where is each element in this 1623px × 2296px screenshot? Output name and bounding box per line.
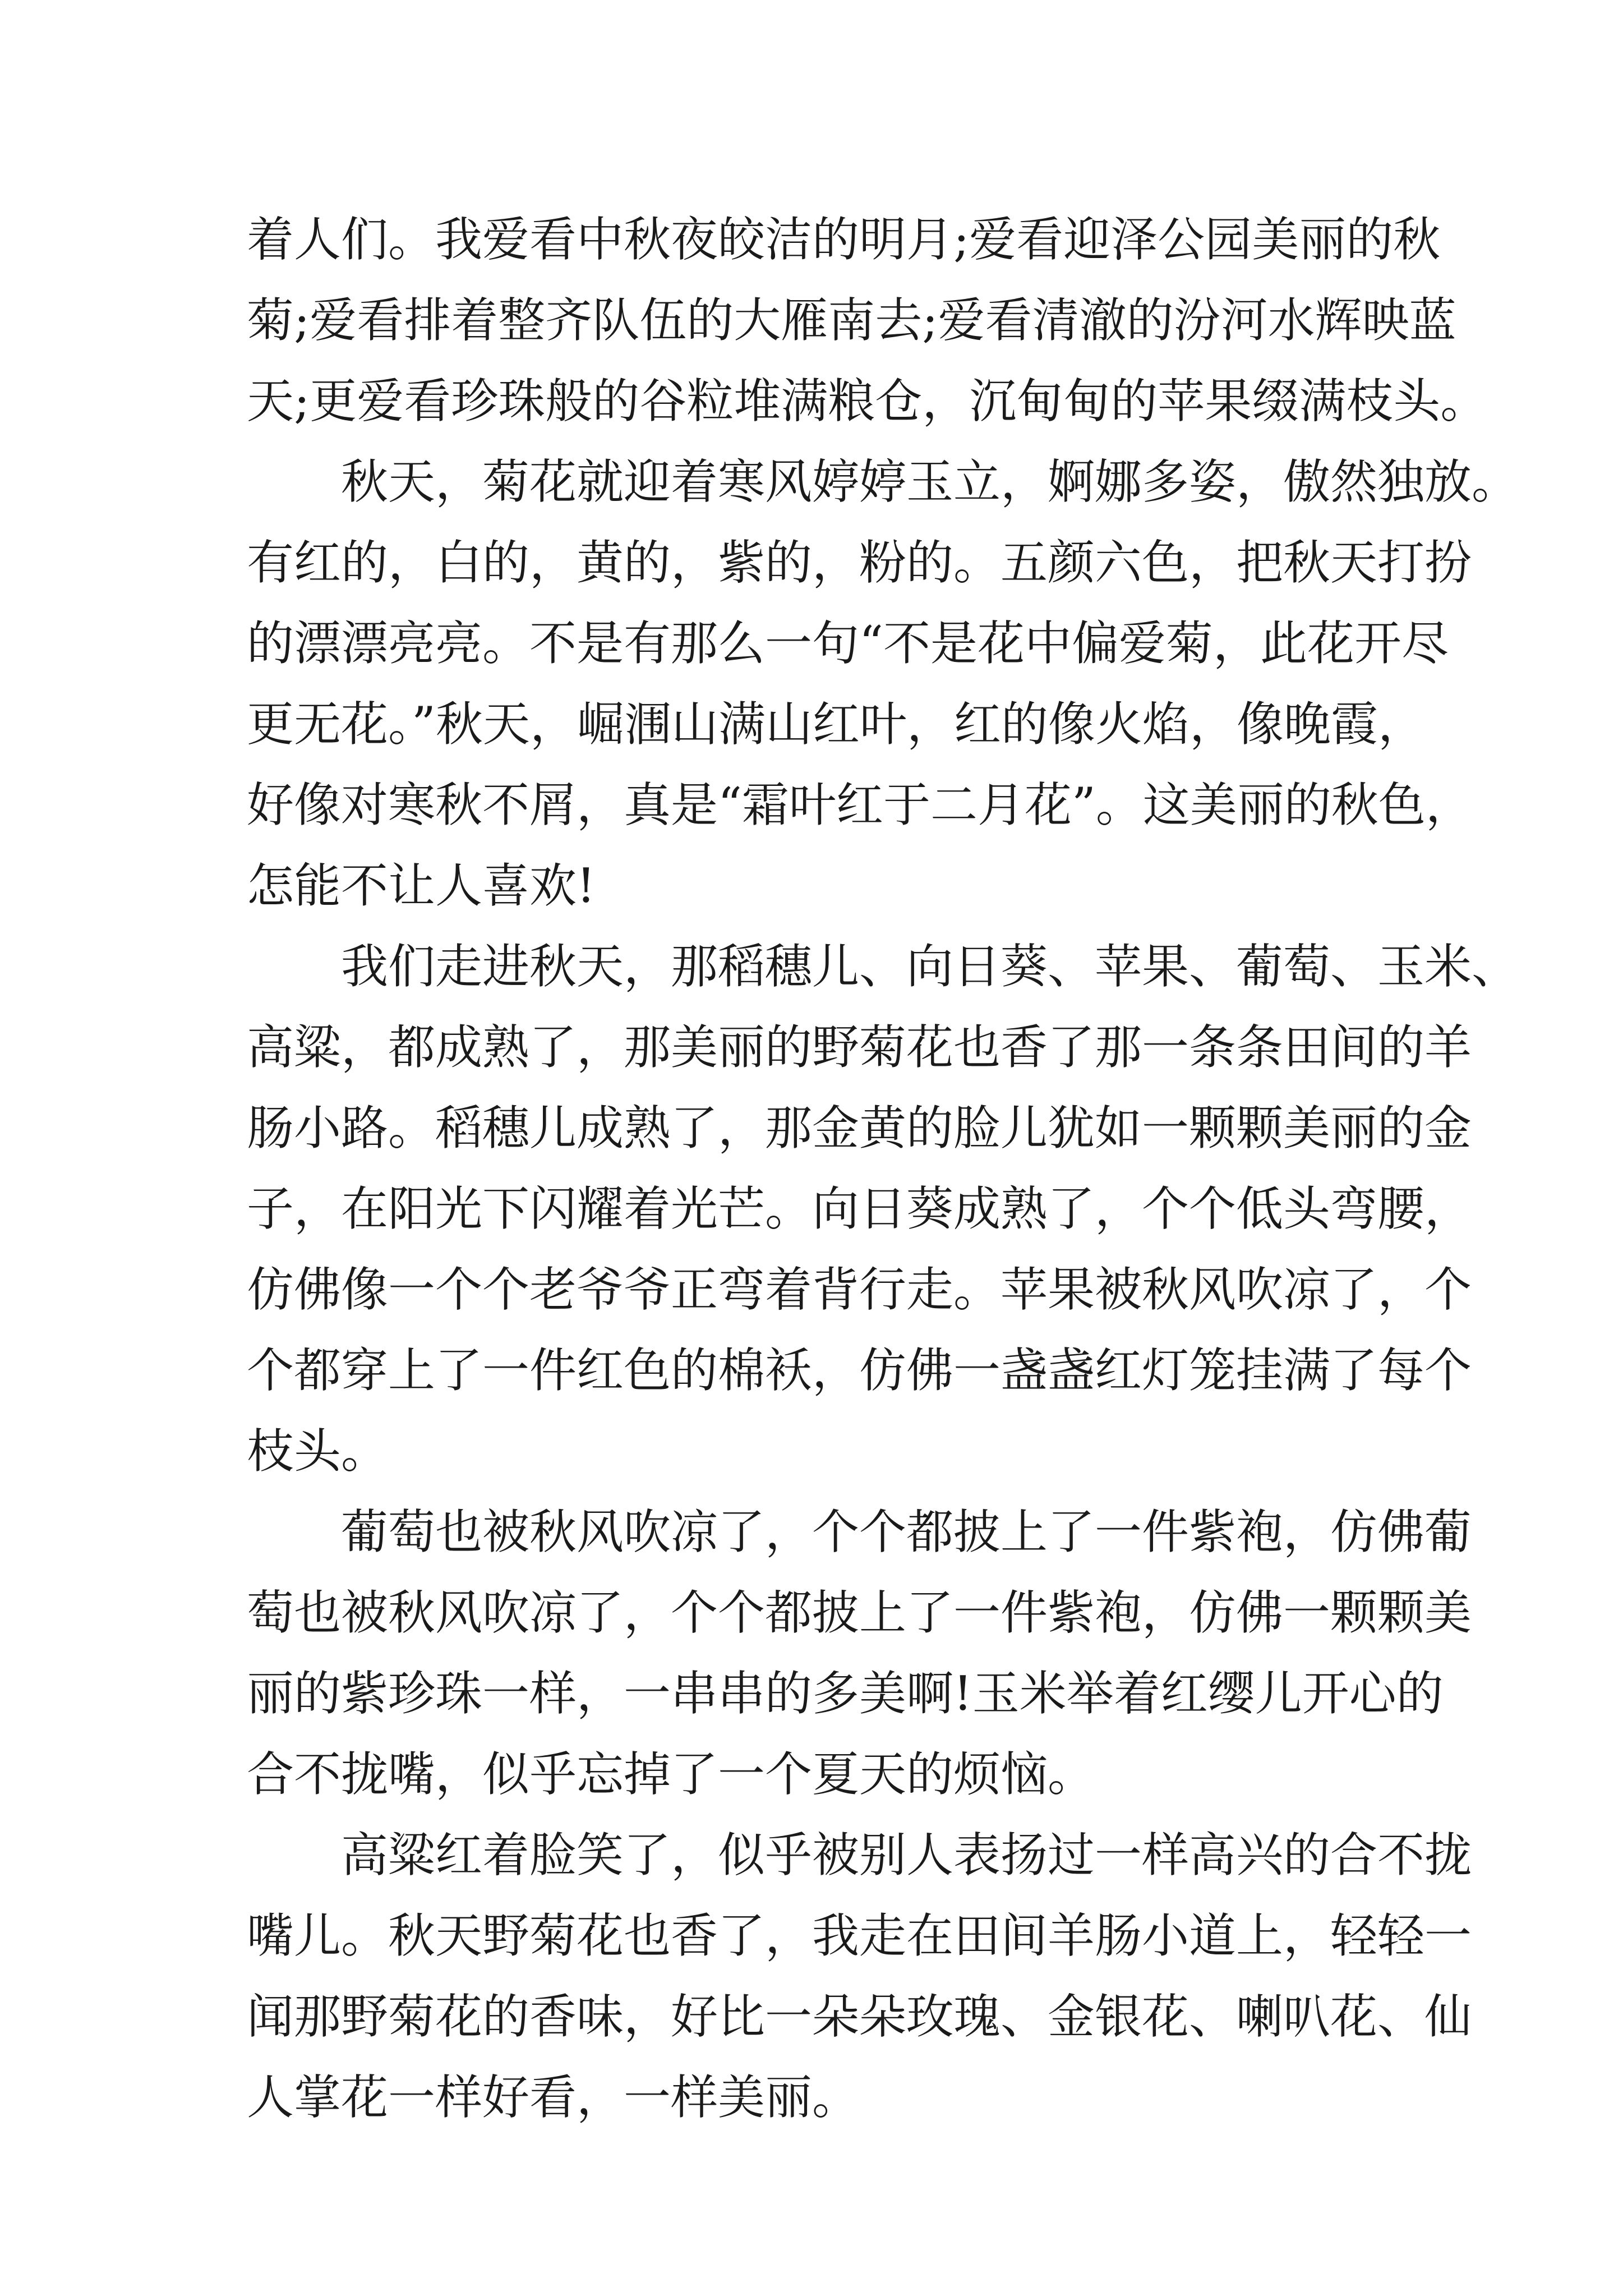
text-line: 嘴儿。秋天野菊花也香了，我走在田间羊肠小道上，轻轻一 [247, 1908, 1472, 1963]
paragraph-3 [247, 926, 1519, 1492]
paragraph-2 [247, 441, 1519, 926]
text-line: 萄也被秋风吹凉了，个个都披上了一件紫袍，仿佛一颗颗美 [247, 1585, 1472, 1640]
text-line: 好像对寒秋不屑，真是“霜叶红于二月花”。这美丽的秋色， [247, 777, 1473, 832]
text-line: 人掌花一样好看，一样美丽。 [247, 2070, 860, 2125]
text-line: 高粱红着脸笑了，似乎被别人表扬过一样高兴的合不拢 [341, 1828, 1472, 1883]
text-line: 秋天，菊花就迎着寒风婷婷玉立，婀娜多姿，傲然独放。 [341, 454, 1519, 509]
text-line: 肠小路。稻穗儿成熟了，那金黄的脸儿犹如一颗颗美丽的金 [247, 1101, 1472, 1156]
text-line: 枝头。 [247, 1424, 389, 1479]
text-line: 菊;爱看排着整齐队伍的大雁南去;爱看清澈的汾河水辉映蓝 [247, 293, 1456, 348]
text-line: 天;更爱看珍珠般的谷粒堆满粮仓，沉甸甸的苹果缀满枝头。 [247, 374, 1488, 429]
text-line: 我们走进秋天，那稻穗儿、向日葵、苹果、葡萄、玉米、 [341, 939, 1519, 994]
article-body [247, 199, 1519, 2138]
paragraph-5 [247, 1815, 1472, 2138]
text-line: 有红的，白的，黄的，紫的，粉的。五颜六色，把秋天打扮 [247, 535, 1472, 590]
text-line: 合不拢嘴，似乎忘掉了一个夏天的烦恼。 [247, 1747, 1095, 1802]
paragraph-4 [247, 1492, 1472, 1815]
text-line: 高粱，都成熟了，那美丽的野菊花也香了那一条条田间的羊 [247, 1020, 1472, 1075]
text-line: 怎能不让人喜欢! [247, 858, 596, 913]
text-line: 的漂漂亮亮。不是有那么一句“不是花中偏爱菊，此花开尽 [247, 616, 1449, 671]
paragraph-1 [247, 199, 1488, 441]
text-line: 更无花。”秋天，崛涠山满山红叶，红的像火焰，像晚霞， [247, 697, 1425, 752]
text-line: 子，在阳光下闪耀着光芒。向日葵成熟了，个个低头弯腰， [247, 1181, 1472, 1236]
text-line: 闻那野菊花的香味，好比一朵朵玫瑰、金银花、喇叭花、仙 [247, 1989, 1472, 2044]
text-line: 着人们。我爱看中秋夜皎洁的明月;爱看迎泽公园美丽的秋 [247, 212, 1441, 267]
text-line: 丽的紫珍珠一样，一串串的多美啊!玉米举着红缨儿开心的 [247, 1666, 1444, 1721]
text-line: 仿佛像一个个老爷爷正弯着背行走。苹果被秋风吹凉了，个 [247, 1262, 1472, 1317]
text-line: 葡萄也被秋风吹凉了，个个都披上了一件紫袍，仿佛葡 [341, 1504, 1472, 1559]
text-line: 个都穿上了一件红色的棉袄，仿佛一盏盏红灯笼挂满了每个 [247, 1343, 1472, 1398]
